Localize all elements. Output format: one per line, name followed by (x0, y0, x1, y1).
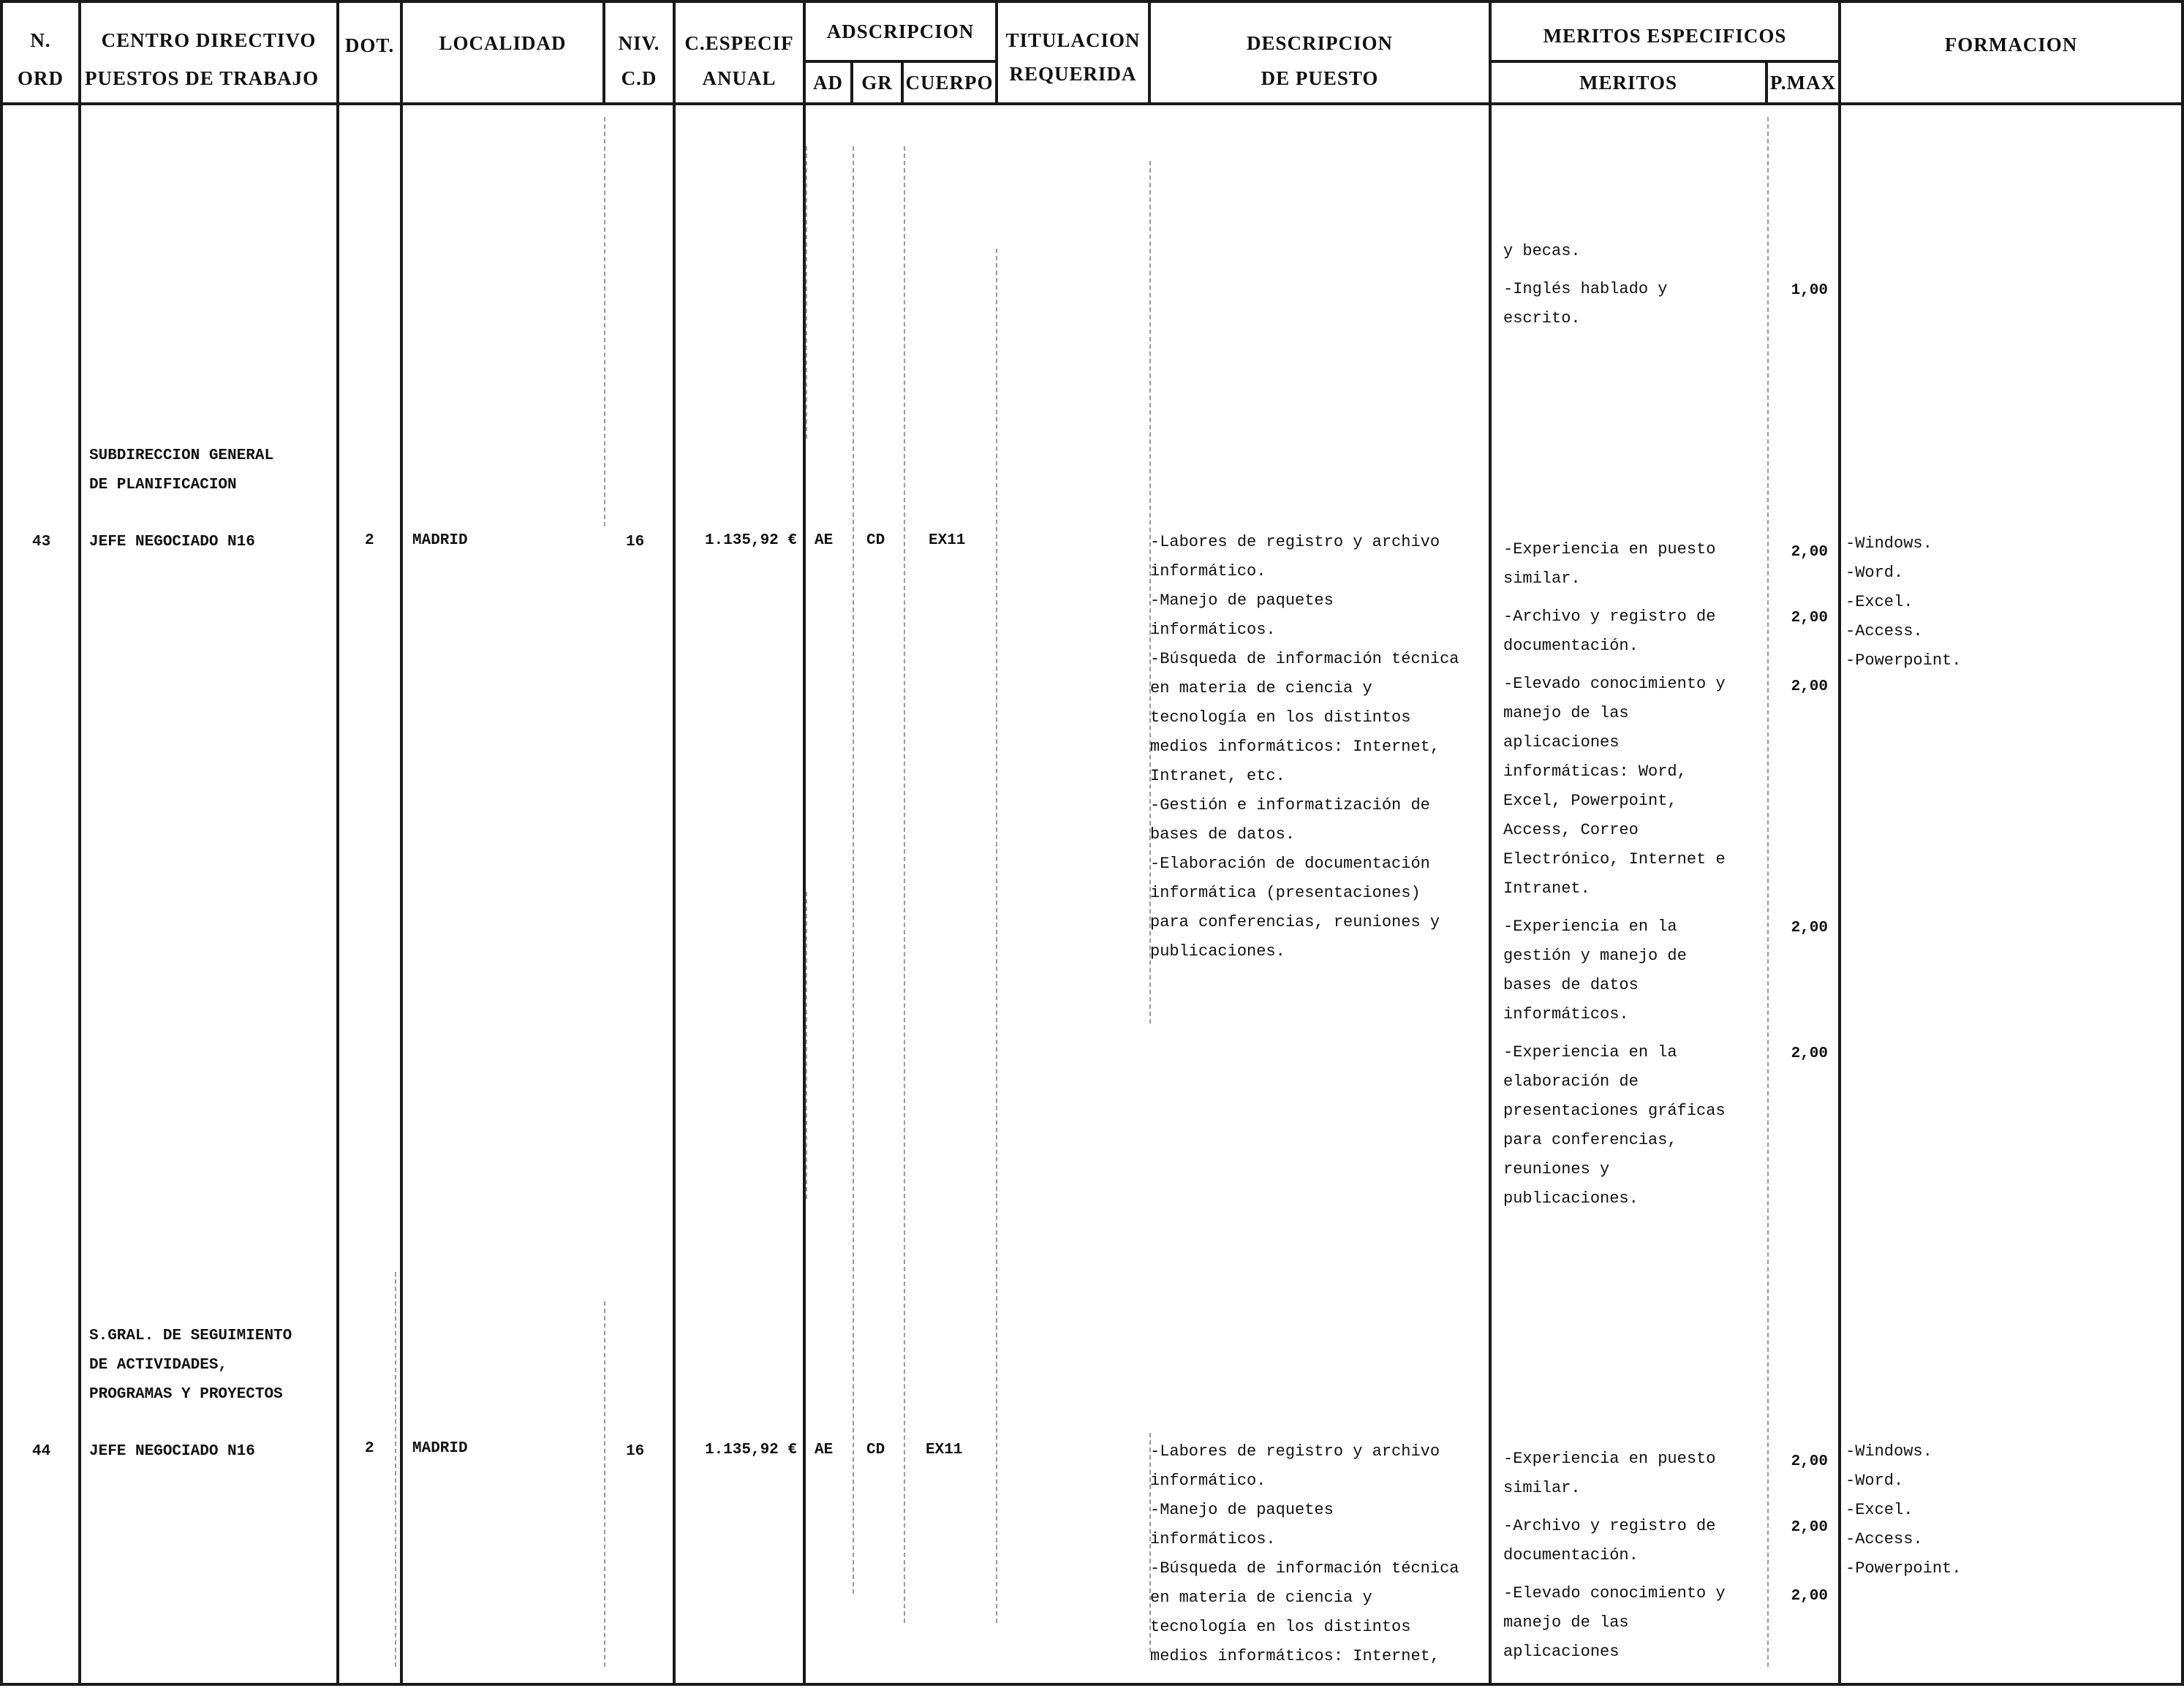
row-puesto: JEFE NEGOCIADO N16 (89, 534, 255, 550)
adscripcion-sub-divider (803, 60, 997, 63)
center-heading: SUBDIRECCION GENERAL DE PLANIFICACION (89, 447, 274, 493)
frame-left (0, 0, 3, 1686)
row-number: 44 (32, 1443, 51, 1460)
dashed-line (806, 892, 807, 1199)
col-line-niv (673, 0, 676, 1686)
row-merito: -Archivo y registro de documentación. (1503, 608, 1716, 655)
row-number: 43 (32, 534, 51, 550)
col-line-descripcion (1489, 0, 1492, 1686)
header-cesp-top: C.ESPECIF (684, 32, 794, 54)
row-merito: -Experiencia en puesto similar. (1503, 540, 1716, 588)
header-divider (0, 102, 2184, 105)
col-line-centro (336, 0, 339, 1686)
header-descripcion-top: DESCRIPCION (1246, 32, 1394, 54)
row-merito: -Experiencia en puesto similar. (1503, 1450, 1716, 1497)
col-line-dot (400, 0, 403, 1686)
row-dot: 2 (365, 532, 374, 549)
row-localidad: MADRID (412, 532, 468, 549)
dashed-line (1767, 117, 1769, 1667)
header-n-ord-bottom: ORD (18, 67, 64, 89)
row-merito-score: 2,00 (1791, 678, 1828, 695)
row-merito: -Experiencia en la elaboración de presentaciones gráficas para conferencias, reuniones y publicaciones. (1503, 1043, 1726, 1208)
header-pmax: P.MAX (1769, 72, 1837, 94)
header-cesp-bottom: ANUAL (702, 67, 777, 89)
row-cuerpo: EX11 (929, 532, 966, 549)
row-merito-score: 2,00 (1791, 610, 1828, 627)
row-formacion: -Windows. -Word. -Excel. -Access. -Powerpoint. (1845, 1442, 1962, 1578)
row-adscripcion-gr: CD (866, 1442, 885, 1458)
header-gr: GR (861, 72, 893, 94)
row-nivel: 16 (626, 1443, 645, 1460)
header-meritos: MERITOS (1579, 72, 1678, 94)
header-formacion: FORMACION (1944, 34, 2078, 56)
row-adscripcion-ad: AE (815, 1442, 834, 1458)
row-complemento: 1.135,92 € (704, 1442, 797, 1458)
row-merito-score: 2,00 (1791, 920, 1828, 936)
row-merito: -Elevado conocimiento y manejo de las aplicaciones informáticas: Word, Excel, Powerpoint, Access, Correo Electrónico, Internet e Intranet. (1503, 675, 1726, 898)
header-centro-top: CENTRO DIRECTIVO (101, 29, 317, 51)
row-nivel: 16 (626, 534, 645, 550)
frame-right (2181, 0, 2184, 1686)
dashed-line (806, 146, 807, 439)
header-centro-bottom: PUESTOS DE TRABAJO (85, 67, 320, 89)
row-formacion: -Windows. -Word. -Excel. -Access. -Powerpoint. (1845, 534, 1962, 670)
merit-continuation: y becas. (1503, 242, 1581, 260)
frame-top (0, 0, 2184, 3)
meritos-sub-divider (1489, 60, 1840, 63)
header-localidad: LOCALIDAD (439, 32, 567, 54)
header-ad: AD (813, 72, 843, 94)
col-line-meritos (1838, 0, 1841, 1686)
dashed-line (395, 1272, 396, 1667)
dashed-line (604, 117, 605, 526)
merit-ingles: -Inglés hablado y escrito. (1503, 280, 1668, 328)
row-localidad: MADRID (412, 1440, 468, 1457)
header-dot: DOT. (344, 34, 395, 56)
row-merito: -Experiencia en la gestión y manejo de bases de datos informáticos. (1503, 917, 1687, 1023)
row-merito-score: 2,00 (1791, 1453, 1828, 1470)
row-dot: 2 (365, 1440, 374, 1457)
header-titulacion-top: TITULACION (1005, 29, 1141, 51)
row-descripcion: -Labores de registro y archivo informático. -Manejo de paquetes informáticos. -Búsqueda de información técnica en materia de ciencia y tecnología en los distintos medios informáticos: Internet, Intranet, etc. -Gestión e informatización de bases de datos. -Elaboración de documentación informática (presentaciones) para conferencias, reuniones y publicaciones. (1150, 533, 1459, 961)
header-titulacion-bottom: REQUERIDA (1009, 63, 1137, 85)
header-niv-bottom: C.D (621, 67, 657, 89)
header-meritos-group: MERITOS ESPECIFICOS (1543, 25, 1787, 47)
row-adscripcion-gr: CD (866, 532, 885, 549)
dashed-line (996, 249, 997, 1623)
row-merito-score: 2,00 (1791, 1045, 1828, 1062)
merit-ingles-score: 1,00 (1791, 282, 1828, 299)
header-niv-top: NIV. (618, 32, 660, 54)
row-merito: -Archivo y registro de documentación. (1503, 1517, 1716, 1564)
row-merito-score: 2,00 (1791, 1588, 1828, 1605)
dashed-line (904, 146, 905, 1623)
header-n-ord-top: N. (30, 29, 51, 51)
header-adscripcion: ADSCRIPCION (826, 20, 975, 42)
row-merito: -Elevado conocimiento y manejo de las aplicaciones (1503, 1584, 1726, 1661)
row-cuerpo: EX11 (926, 1442, 963, 1458)
row-descripcion: -Labores de registro y archivo informático. -Manejo de paquetes informáticos. -Búsqueda de información técnica en materia de ciencia y tecnología en los distintos medios informáticos: Internet, (1150, 1442, 1459, 1665)
row-merito-score: 2,00 (1791, 544, 1828, 561)
row-merito-score: 2,00 (1791, 1519, 1828, 1536)
col-line-ord (78, 0, 81, 1686)
center-heading: S.GRAL. DE SEGUIMIENTO DE ACTIVIDADES, PROGRAMAS Y PROYECTOS (89, 1328, 292, 1403)
dashed-line (604, 1301, 605, 1667)
row-complemento: 1.135,92 € (704, 532, 797, 549)
row-puesto: JEFE NEGOCIADO N16 (89, 1443, 255, 1460)
header-cuerpo: CUERPO (905, 72, 994, 94)
row-adscripcion-ad: AE (815, 532, 834, 549)
dashed-line (853, 146, 854, 1594)
header-descripcion-bottom: DE PUESTO (1261, 67, 1379, 89)
frame-bottom (0, 1683, 2184, 1686)
